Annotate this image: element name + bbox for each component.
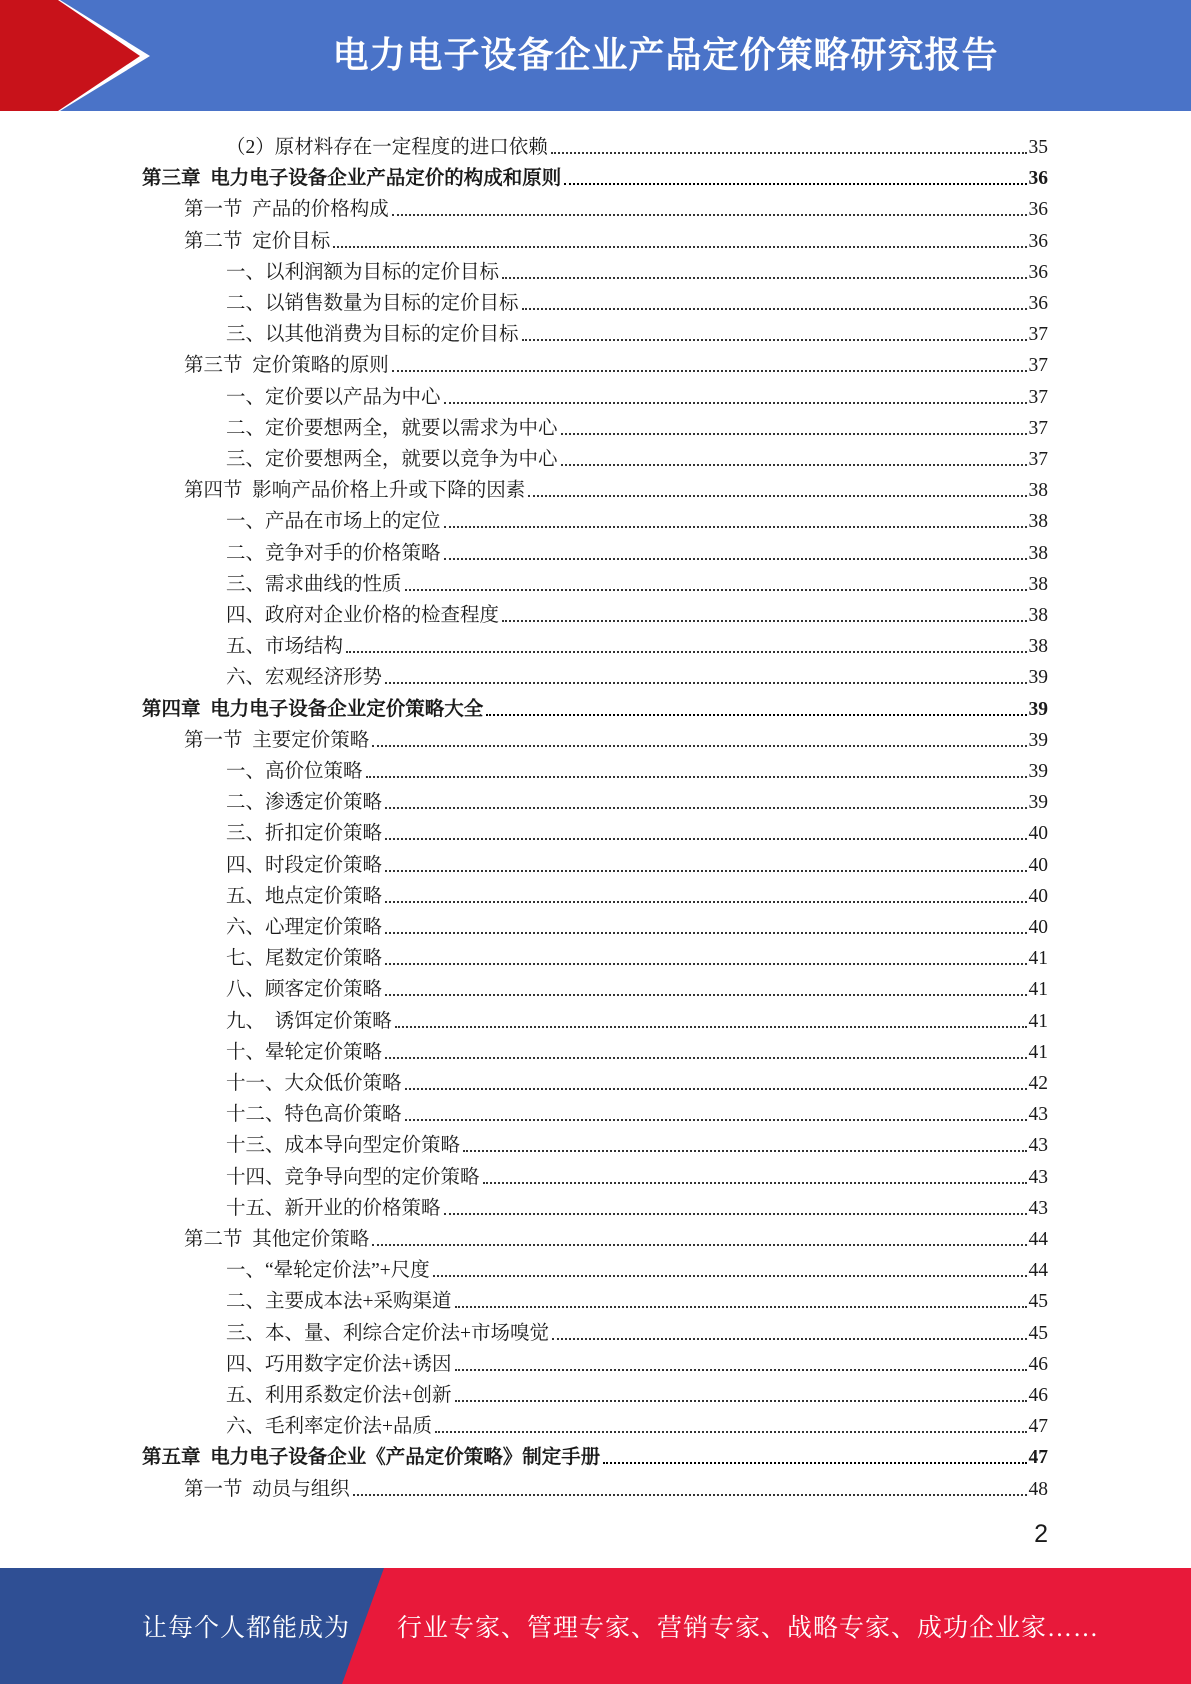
toc-entry-page: 40 (1028, 823, 1048, 845)
toc-entry-page: 37 (1028, 324, 1048, 346)
toc-dot-leader (561, 433, 1027, 435)
toc-dot-leader (502, 620, 1026, 622)
toc-entry-page: 43 (1028, 1104, 1048, 1126)
toc-subsection-entry[interactable] (0, 1158, 1191, 1189)
toc-entry-page: 36 (1028, 261, 1048, 283)
toc-entry-title: 五、地点定价策略 (226, 885, 383, 907)
toc-dot-leader (603, 1462, 1026, 1464)
toc-subsection-entry[interactable] (0, 1345, 1191, 1376)
toc-subsection-entry[interactable] (0, 440, 1191, 471)
toc-dot-leader (483, 1182, 1027, 1184)
toc-entry-title: 第二节 定价目标 (184, 230, 331, 252)
toc-subsection-entry[interactable] (0, 1251, 1191, 1282)
toc-entry-title: 第三章 电力电子设备企业产品定价的构成和原则 (142, 168, 562, 190)
toc-dot-leader (564, 183, 1026, 185)
toc-entry-title: （2）原材料存在一定程度的进口依赖 (226, 137, 548, 158)
toc-entry-title: 一、产品在市场上的定位 (226, 511, 441, 533)
toc-subsection-entry[interactable] (0, 315, 1191, 346)
toc-subsection-entry[interactable] (0, 939, 1191, 970)
toc-entry-title: 一、以利润额为目标的定价目标 (226, 261, 500, 283)
toc-dot-leader (385, 901, 1026, 903)
toc-entry-title: 二、以销售数量为目标的定价目标 (226, 293, 519, 314)
report-header (0, 0, 1191, 111)
toc-section-entry[interactable] (0, 346, 1191, 377)
toc-entry-title: 八、顾客定价策略 (226, 979, 383, 1001)
toc-dot-leader (333, 246, 1026, 248)
arrow-chevron-icon (0, 0, 160, 111)
toc-entry-title: 三、折扣定价策略 (226, 823, 383, 845)
toc-dot-leader (372, 1244, 1026, 1246)
toc-subsection-entry[interactable] (0, 627, 1191, 658)
toc-entry-title: 十一、大众低价策略 (226, 1073, 402, 1094)
toc-entry-title: 三、本、量、利综合定价法+市场嗅觉 (226, 1322, 549, 1344)
toc-entry-title: 第五章 电力电子设备企业《产品定价策略》制定手册 (142, 1447, 601, 1469)
toc-dot-leader (385, 1057, 1026, 1059)
toc-entry-title: 二、定价要想两全，就要以需求为中心 (226, 417, 558, 439)
toc-entry-title: 二、渗透定价策略 (226, 792, 383, 814)
toc-entry-title: 第一节 产品的价格构成 (184, 199, 389, 221)
toc-subsection-entry[interactable] (0, 1189, 1191, 1220)
toc-entry-title: 十五、新开业的价格策略 (226, 1197, 441, 1219)
toc-dot-leader (366, 776, 1027, 778)
toc-entry-title: 一、高价位策略 (226, 761, 363, 782)
toc-dot-leader (433, 1275, 1027, 1277)
toc-entry-page: 36 (1028, 230, 1048, 252)
toc-dot-leader (385, 870, 1026, 872)
toc-entry-page: 38 (1028, 542, 1048, 564)
toc-entry-page: 38 (1028, 511, 1048, 533)
toc-entry-page: 46 (1028, 1385, 1048, 1406)
toc-entry-page: 37 (1028, 386, 1048, 408)
toc-entry-page: 37 (1028, 449, 1048, 470)
toc-entry-title: 第二节 其他定价策略 (184, 1229, 370, 1250)
toc-entry-page: 40 (1028, 854, 1048, 876)
toc-subsection-entry[interactable] (0, 1126, 1191, 1157)
toc-dot-leader (405, 1088, 1027, 1090)
toc-subsection-entry[interactable] (0, 565, 1191, 596)
toc-entry-page: 43 (1028, 1135, 1048, 1157)
toc-entry-page: 38 (1028, 480, 1048, 502)
toc-entry-title: 六、宏观经济形势 (226, 667, 383, 689)
toc-entry-title: 第四节 影响产品价格上升或下降的因素 (184, 480, 526, 502)
footer-slogan-left: 让每个人都能成为 (142, 1615, 351, 1642)
toc-subsection-entry[interactable] (0, 1033, 1191, 1064)
toc-entry-page: 46 (1028, 1353, 1048, 1375)
toc-entry-page: 36 (1028, 199, 1048, 221)
toc-dot-leader (463, 1150, 1026, 1152)
toc-entry-page: 48 (1028, 1478, 1048, 1500)
toc-entry-page: 47 (1028, 1416, 1048, 1438)
toc-subsection-entry[interactable] (0, 596, 1191, 627)
toc-entry-page: 39 (1028, 792, 1048, 814)
toc-dot-leader (561, 464, 1027, 466)
toc-subsection-entry[interactable] (0, 284, 1191, 315)
report-title: 电力电子设备企业产品定价策略研究报告 (332, 34, 999, 76)
toc-entry-page: 43 (1028, 1197, 1048, 1219)
toc-dot-leader (444, 402, 1027, 404)
toc-entry-page: 41 (1028, 979, 1048, 1001)
toc-dot-leader (455, 1400, 1027, 1402)
toc-dot-leader (444, 1213, 1027, 1215)
toc-subsection-entry[interactable] (0, 128, 1191, 159)
toc-entry-title: 十二、特色高价策略 (226, 1104, 402, 1126)
toc-dot-leader (405, 589, 1027, 591)
toc-entry-page: 36 (1028, 168, 1048, 190)
toc-entry-title: 四、巧用数字定价法+诱因 (226, 1353, 452, 1375)
toc-entry-title: 二、主要成本法+采购渠道 (226, 1291, 452, 1313)
toc-dot-leader (385, 807, 1026, 809)
toc-dot-leader (444, 526, 1027, 528)
toc-dot-leader (346, 651, 1026, 653)
toc-chapter-entry[interactable] (0, 159, 1191, 190)
toc-entry-page: 45 (1028, 1291, 1048, 1313)
toc-entry-page: 47 (1028, 1447, 1048, 1469)
toc-dot-leader (353, 1494, 1027, 1496)
toc-entry-page: 44 (1028, 1229, 1048, 1250)
toc-subsection-entry[interactable] (0, 1095, 1191, 1126)
toc-subsection-entry[interactable] (0, 752, 1191, 783)
toc-entry-title: 五、市场结构 (226, 636, 344, 658)
toc-dot-leader (395, 1026, 1027, 1028)
toc-entry-page: 45 (1028, 1322, 1048, 1344)
toc-dot-leader (385, 838, 1026, 840)
toc-dot-leader (486, 714, 1026, 716)
toc-entry-title: 十三、成本导向型定价策略 (226, 1135, 461, 1157)
toc-section-entry[interactable] (0, 1470, 1191, 1501)
toc-dot-leader (455, 1369, 1027, 1371)
toc-subsection-entry[interactable] (0, 877, 1191, 908)
toc-entry-page: 40 (1028, 917, 1048, 938)
toc-entry-title: 三、需求曲线的性质 (226, 573, 402, 595)
toc-subsection-entry[interactable] (0, 658, 1191, 689)
toc-dot-leader (502, 277, 1026, 279)
toc-subsection-entry[interactable] (0, 534, 1191, 565)
toc-subsection-entry[interactable] (0, 970, 1191, 1001)
toc-entry-title: 六、毛利率定价法+品质 (226, 1416, 432, 1438)
toc-entry-page: 39 (1028, 667, 1048, 689)
toc-subsection-entry[interactable] (0, 253, 1191, 284)
toc-entry-page: 39 (1028, 698, 1048, 720)
toc-chapter-entry[interactable] (0, 690, 1191, 721)
toc-entry-page: 39 (1028, 761, 1048, 782)
toc-dot-leader (385, 994, 1026, 996)
toc-dot-leader (522, 339, 1027, 341)
toc-entry-page: 35 (1028, 137, 1048, 158)
toc-subsection-entry[interactable] (0, 1376, 1191, 1407)
toc-entry-page: 41 (1028, 1041, 1048, 1063)
toc-entry-title: 四、政府对企业价格的检查程度 (226, 605, 500, 626)
toc-dot-leader (385, 932, 1026, 934)
toc-dot-leader (392, 214, 1027, 216)
toc-entry-title: 十、晕轮定价策略 (226, 1041, 383, 1063)
toc-entry-title: 四、时段定价策略 (226, 854, 383, 876)
toc-entry-title: 六、心理定价策略 (226, 917, 383, 938)
toc-entry-title: 第一节 主要定价策略 (184, 729, 370, 751)
toc-entry-title: 三、以其他消费为目标的定价目标 (226, 324, 519, 346)
toc-subsection-entry[interactable] (0, 502, 1191, 533)
toc-dot-leader (405, 1119, 1027, 1121)
toc-subsection-entry[interactable] (0, 1064, 1191, 1095)
toc-chapter-entry[interactable] (0, 1438, 1191, 1469)
footer-slogan-right: 行业专家、管理专家、营销专家、战略专家、成功企业家…… (397, 1615, 1100, 1642)
toc-entry-page: 40 (1028, 885, 1048, 907)
toc-subsection-entry[interactable] (0, 846, 1191, 877)
toc-entry-title: 第三节 定价策略的原则 (184, 355, 389, 377)
toc-entry-title: 一、“晕轮定价法”+尺度 (226, 1260, 430, 1282)
toc-section-entry[interactable] (0, 222, 1191, 253)
toc-dot-leader (528, 495, 1026, 497)
toc-dot-leader (444, 558, 1027, 560)
toc-subsection-entry[interactable] (0, 1002, 1191, 1033)
toc-entry-title: 十四、竞争导向型的定价策略 (226, 1166, 480, 1188)
toc-section-entry[interactable] (0, 1220, 1191, 1251)
toc-subsection-entry[interactable] (0, 783, 1191, 814)
toc-subsection-entry[interactable] (0, 378, 1191, 409)
toc-subsection-entry[interactable] (0, 1282, 1191, 1313)
toc-entry-page: 43 (1028, 1166, 1048, 1188)
toc-dot-leader (372, 745, 1026, 747)
toc-entry-title: 第一节 动员与组织 (184, 1478, 350, 1500)
toc-entry-title: 九、 诱饵定价策略 (226, 1010, 392, 1032)
toc-entry-page: 37 (1028, 417, 1048, 439)
toc-entry-page: 37 (1028, 355, 1048, 377)
toc-entry-title: 三、定价要想两全，就要以竞争为中心 (226, 449, 558, 470)
report-footer (0, 1568, 1191, 1684)
toc-entry-title: 七、尾数定价策略 (226, 948, 383, 970)
toc-dot-leader (385, 963, 1026, 965)
toc-entry-page: 42 (1028, 1073, 1048, 1094)
toc-section-entry[interactable] (0, 721, 1191, 752)
toc-entry-title: 一、定价要以产品为中心 (226, 386, 441, 408)
toc-section-entry[interactable] (0, 471, 1191, 502)
toc-section-entry[interactable] (0, 190, 1191, 221)
toc-subsection-entry[interactable] (0, 1314, 1191, 1345)
toc-subsection-entry[interactable] (0, 814, 1191, 845)
toc-dot-leader (522, 308, 1027, 310)
toc-subsection-entry[interactable] (0, 409, 1191, 440)
toc-dot-leader (552, 1338, 1027, 1340)
toc-entry-title: 五、利用系数定价法+创新 (226, 1385, 452, 1406)
toc-dot-leader (392, 370, 1027, 372)
toc-entry-page: 38 (1028, 636, 1048, 658)
toc-entry-page: 36 (1028, 293, 1048, 314)
toc-entry-title: 二、竞争对手的价格策略 (226, 542, 441, 564)
toc-subsection-entry[interactable] (0, 908, 1191, 939)
page-number: 2 (1034, 1520, 1048, 1548)
toc-dot-leader (385, 682, 1026, 684)
toc-entry-page: 39 (1028, 729, 1048, 751)
toc-entry-page: 44 (1028, 1260, 1048, 1282)
toc-entry-page: 41 (1028, 948, 1048, 970)
toc-entry-page: 38 (1028, 573, 1048, 595)
toc-subsection-entry[interactable] (0, 1407, 1191, 1438)
toc-dot-leader (455, 1306, 1027, 1308)
toc-entry-page: 38 (1028, 605, 1048, 626)
toc-entry-title: 第四章 电力电子设备企业定价策略大全 (142, 698, 484, 720)
toc-entry-page: 41 (1028, 1010, 1048, 1032)
toc-dot-leader (435, 1431, 1027, 1433)
toc-dot-leader (551, 152, 1027, 154)
